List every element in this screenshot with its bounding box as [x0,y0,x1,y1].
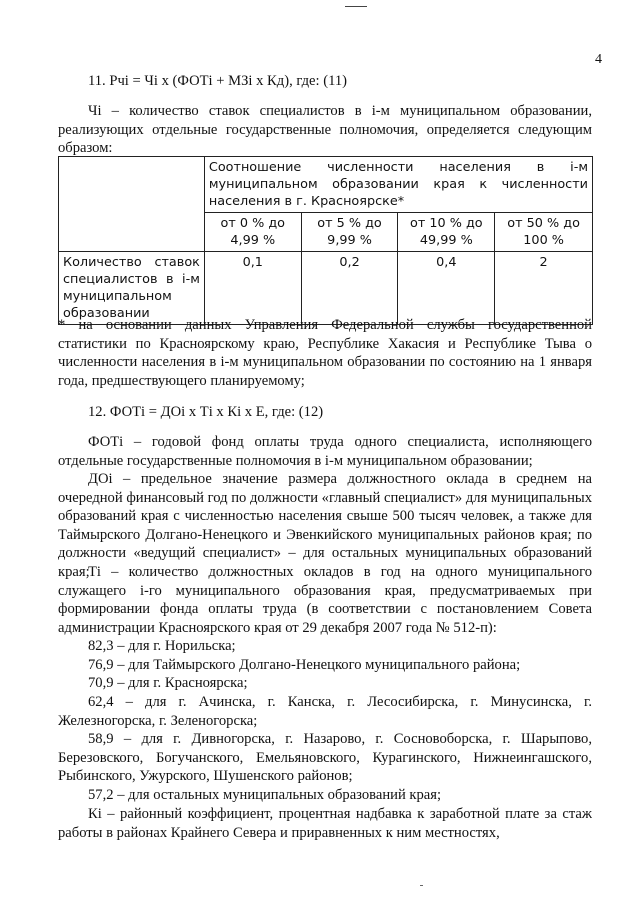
list-item: 57,2 – для остальных муниципальных образований края; [88,787,442,803]
formula-12: 12. ФОТi = ДОi х Тi х Кi х Е, где: (12) [88,404,324,420]
row-label-cell: Количество ставок специалистов в i-м муниципальном образовании [59,252,205,325]
range-cell: от 50 % до 100 % [495,213,593,252]
table-header-main: Соотношение численности населения в i-м муниципальном образовании края к численности населения в г. Красноярске* [204,157,592,213]
page-number: 4 [595,52,602,67]
range-cell: от 10 % до 49,99 % [398,213,495,252]
top-rule [345,6,367,7]
value-cell: 0,2 [301,252,398,325]
staff-rate-table [58,156,593,325]
table-header-row [59,157,593,213]
list-item: 62,4 – для г. Ачинска, г. Канска, г. Лесосибирска, г. Минусинска, г. Железногорска, г. Зеленогорска; [58,694,592,729]
range-cell: от 5 % до 9,99 % [301,213,398,252]
footnote: * на основании данных Управления Федеральной службы государственной статистики по Красноярскому краю, Республике Хакасия и Республике Тыва о численности населения в i-м муниципальном образовании по состоянию на 1 января года, предшествующего планируемому; [58,317,592,389]
list-item: 70,9 – для г. Красноярска; [88,675,248,691]
table-corner-cell [59,157,205,252]
value-cell: 2 [495,252,593,325]
paragraph-ti: Тi – количество должностных окладов в год на одного муниципального служащего i-го муниципального образования края, предусматриваемых при формировании фонда оплаты труда (в соответствии с постановлением Совета администрации Красноярского края от 29 декабря 2007 года № 512-п): [58,564,592,636]
paragraph-chi: Чi – количество ставок специалистов в i-м муниципальном образовании, реализующих отдельные государственные полномочия, определяется следующим образом: [58,103,592,156]
paragraph-fot: ФОТi – годовой фонд оплаты труда одного специалиста, исполняющего отдельные государственные полномочия в i-м муниципальном образовании; [58,434,592,469]
list-item: 82,3 – для г. Норильска; [88,638,236,654]
value-cell: 0,4 [398,252,495,325]
paragraph-doi: ДОi – предельное значение размера должностного оклада в среднем на очередной финансовый год по должности «главный специалист» для муниципальных образований края с численностью населения свыше 500 тысяч человек, а также для Таймырского Долгано-Ненецкого и Эвенкийского муниципальных районов края; по должности «ведущий специалист» – для остальных муниципальных образований края; [58,471,592,580]
bottom-mark [420,885,423,886]
value-cell: 0,1 [204,252,301,325]
table-row [59,252,593,325]
formula-11: 11. Рчi = Чi х (ФОТi + МЗi х Кд), где: (11) [88,73,348,89]
list-item: 58,9 – для г. Дивногорска, г. Назарово, г. Сосновоборска, г. Шарыпово, Березовского, Богучанского, Емельяновского, Курагинского, Нижнеингашского, Рыбинского, Ужурского, Шушенского районов; [58,731,592,784]
list-item: 76,9 – для Таймырского Долгано-Ненецкого муниципального района; [88,657,521,673]
range-cell: от 0 % до 4,99 % [204,213,301,252]
paragraph-ki: Кi – районный коэффициент, процентная надбавка к заработной плате за стаж работы в районах Крайнего Севера и приравненных к ним местностях, [58,806,592,841]
